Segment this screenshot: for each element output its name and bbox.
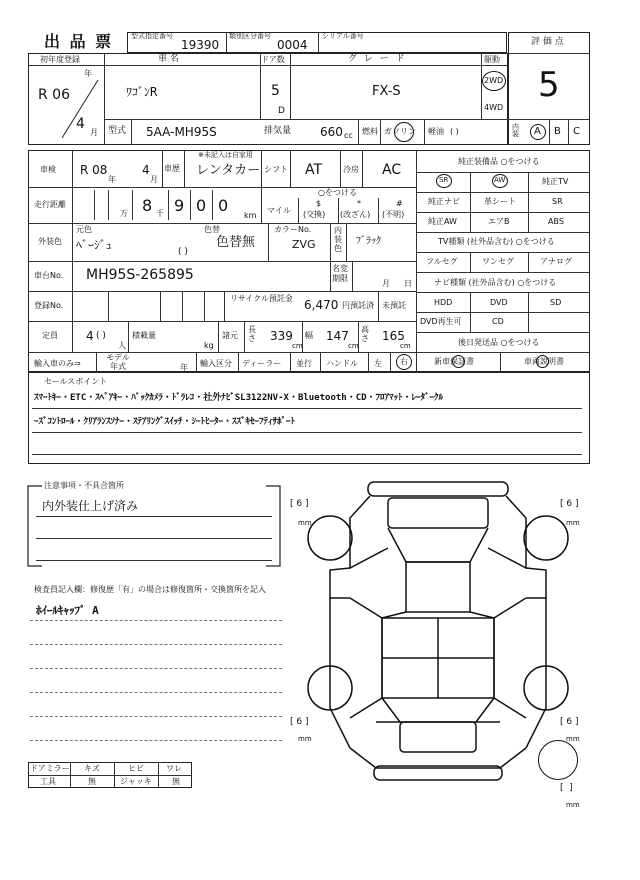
class-no-label: 類別区分番号 — [229, 32, 271, 40]
type-no: 19390 — [181, 38, 220, 52]
reg-year: R 06 — [38, 87, 70, 103]
tire-fl-depth: [ 6 ] — [290, 499, 309, 509]
tire-rl-depth: [ 6 ] — [290, 717, 309, 727]
notes-bracket — [26, 480, 284, 570]
serial-label: シリアル番号 — [322, 32, 364, 40]
sales-point-line-1: ｽﾏｰﾄｷｰ・ETC・ｽﾍﾟｱｷｰ・ﾊﾞｯｸｶﾒﾗ・ﾄﾞﾗﾚｺ・社外ﾅﾋﾞSL3122NV-X・Bluetooth・CD・ﾌﾛｱﾏｯﾄ・ﾚｰﾀﾞｰｸﾙ — [34, 393, 444, 403]
notes-label: 注意事項・不具合箇所 — [44, 481, 124, 490]
tire-spare-depth: [ ] — [560, 783, 573, 793]
history: レンタカー — [196, 163, 261, 178]
genuine-equipment-label: 純正装備品 ○をつける — [458, 157, 540, 166]
shaken-year: R 08 — [80, 163, 108, 177]
mileage-digit-4: 0 — [218, 196, 229, 215]
fuel-gas-circle — [394, 122, 414, 142]
inspector-line-1: ﾎｲｰﾙｷｬｯﾌﾟ A — [36, 604, 99, 617]
repaint: 色替無 — [216, 235, 256, 250]
mileage-digit-2: 9 — [174, 196, 185, 215]
mileage-digit-1: 8 — [142, 196, 153, 215]
spare-tire-icon — [538, 740, 578, 780]
class-no: 0004 — [277, 38, 308, 52]
width: 147 — [326, 329, 349, 343]
notes-line-1: 内外装仕上げ済み — [42, 499, 139, 513]
first-reg-label: 初年度登録 — [40, 55, 80, 64]
sales-point-line-2: ｰｽﾞｺﾝﾄﾛｰﾙ・ｸﾘｱﾗﾝｽｿﾅｰ・ｽﾃｱﾘﾝｸﾞｽｲｯﾁ・ｼｰﾄﾋｰﾀｰ・ｽｽﾞｷｾｰﾌﾃｨｻﾎﾟｰﾄ — [34, 417, 296, 427]
displacement: 660 — [320, 125, 343, 139]
sales-point-label: セールスポイント — [44, 377, 108, 386]
shaken-month: 4 — [142, 163, 150, 177]
recycle-amount: 6,470 — [304, 298, 339, 312]
type-no-label: 型式指定番号 — [131, 32, 173, 40]
score: 5 — [538, 65, 560, 105]
chassis-no: MH95S-265895 — [86, 267, 194, 283]
tire-rr-depth: [ 6 ] — [560, 717, 579, 727]
vehicle-name: ﾜｺﾞﾝR — [126, 85, 158, 99]
capacity: 4 — [86, 329, 94, 343]
model: 5AA-MH95S — [146, 125, 217, 139]
length: 339 — [270, 329, 293, 343]
tire-fr-depth: [ 6 ] — [560, 499, 579, 509]
manual-circle — [536, 355, 549, 368]
interior-color: ﾌﾞﾗｯｸ — [356, 236, 381, 247]
color-no: ZVG — [292, 238, 316, 251]
reg-month: 4 — [76, 116, 85, 132]
car-diagram — [290, 478, 590, 784]
shift: AT — [305, 162, 323, 178]
mileage-digit-3: 0 — [196, 196, 207, 215]
inspector-label: 検査員記入欄：修復歴「有」の場合は修復箇所・交換箇所を記入 — [34, 585, 266, 594]
height: 165 — [382, 329, 405, 343]
sheet-title: 出 品 票 — [44, 32, 114, 51]
doors: 5 — [271, 83, 280, 99]
orig-color: ﾍﾞｰｼﾞｭ — [76, 238, 113, 252]
warranty-circle — [452, 355, 465, 368]
ac: AC — [382, 162, 402, 178]
grade: FX-S — [372, 84, 401, 99]
